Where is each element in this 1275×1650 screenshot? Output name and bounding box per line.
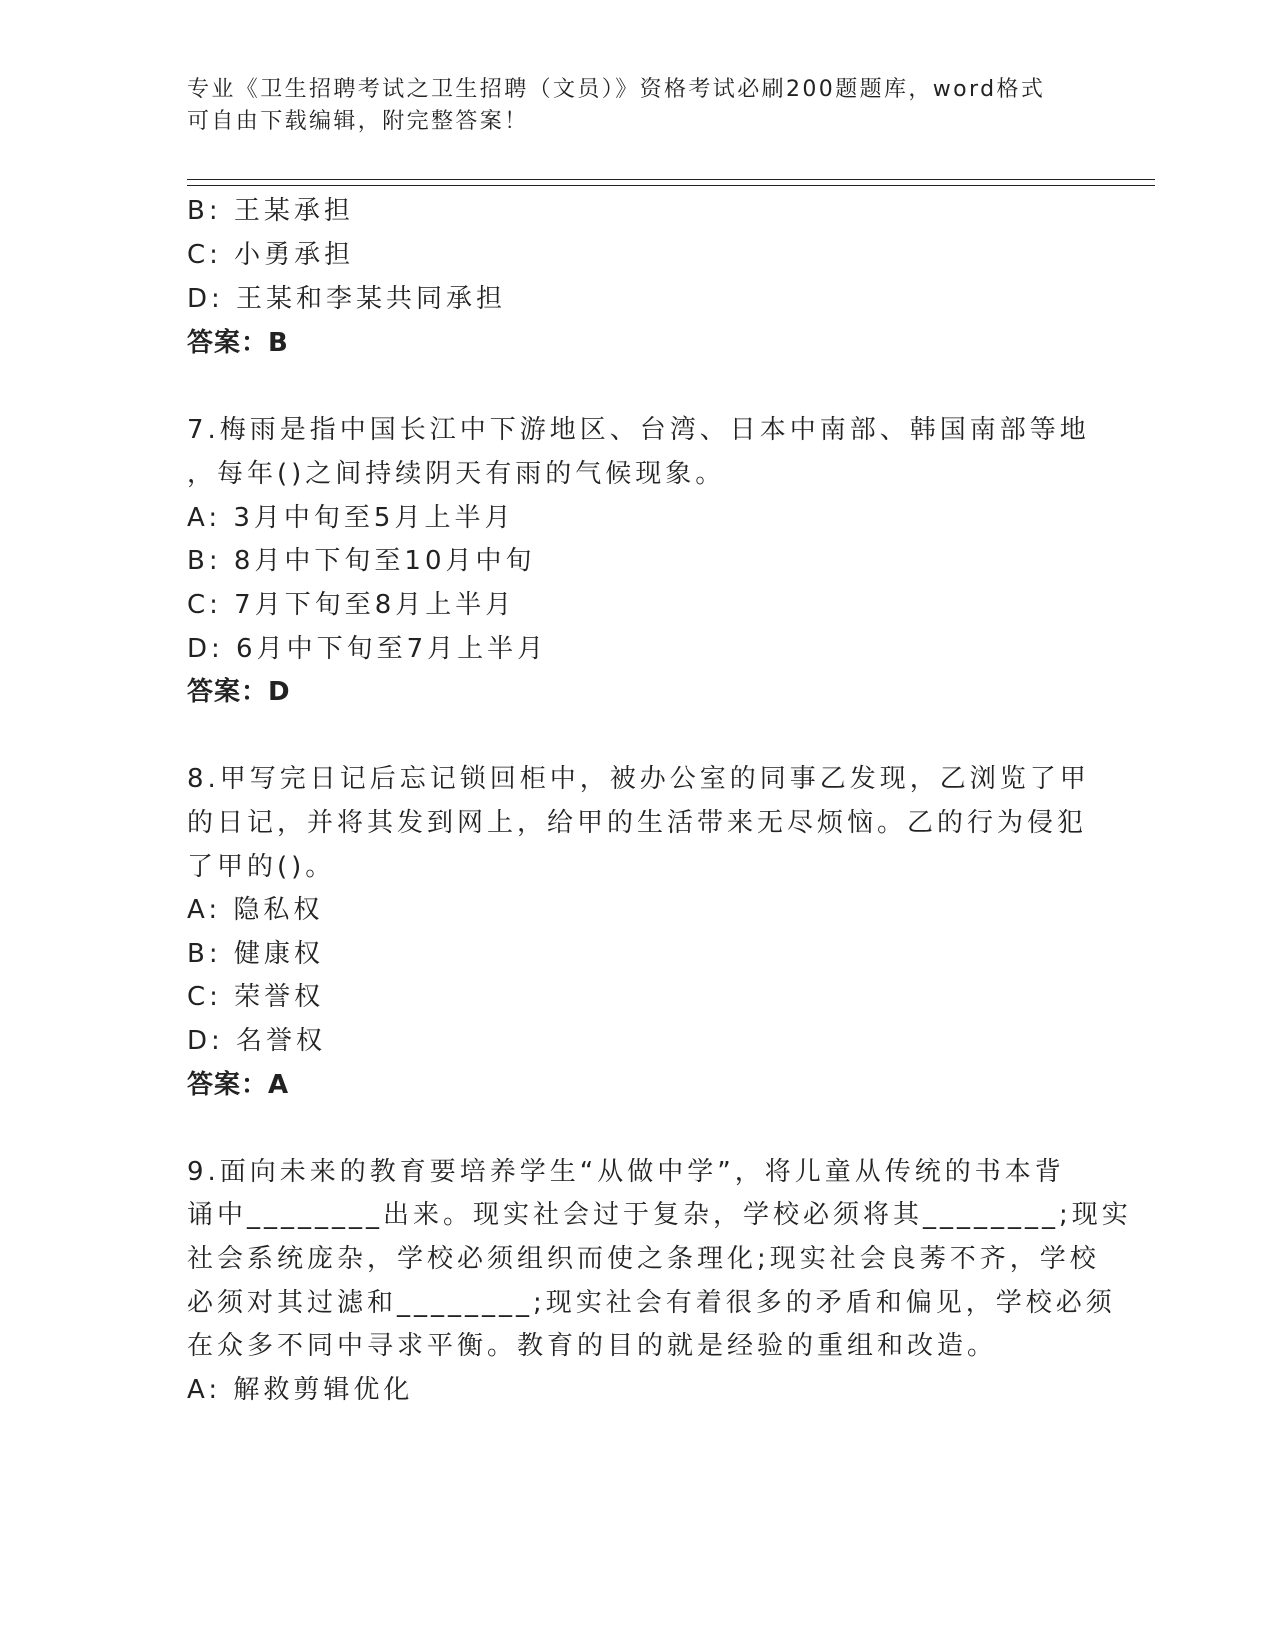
q8-option-c: C: 荣誉权 [187,982,325,1012]
q6-option-c: C: 小勇承担 [187,240,355,270]
q7-answer: 答案：D [187,677,291,707]
q6-option-b: B: 王某承担 [187,196,354,226]
q8-option-a: A: 隐私权 [187,895,324,925]
header-divider-top [187,179,1155,180]
q7-option-d: D: 6月中下旬至7月上半月 [187,634,548,664]
q7-stem-line-1: 7.梅雨是指中国长江中下游地区、台湾、日本中南部、韩国南部等地 [187,415,1090,445]
q6-option-d: D: 王某和李某共同承担 [187,284,507,314]
q9-stem-line-2: 诵中________出来。现实社会过于复杂，学校必须将其________;现实 [187,1200,1132,1230]
q9-stem-line-3: 社会系统庞杂，学校必须组织而使之条理化;现实社会良莠不齐，学校 [187,1244,1100,1274]
q9-stem-line-1: 9.面向未来的教育要培养学生“从做中学”，将儿童从传统的书本背 [187,1157,1065,1187]
q8-stem-line-2: 的日记，并将其发到网上，给甲的生活带来无尽烦恼。乙的行为侵犯 [187,808,1088,838]
q8-stem-line-1: 8.甲写完日记后忘记锁回柜中，被办公室的同事乙发现，乙浏览了甲 [187,764,1090,794]
q7-option-c: C: 7月下旬至8月上半月 [187,590,516,620]
q9-stem-line-4: 必须对其过滤和________;现实社会有着很多的矛盾和偏见，学校必须 [187,1288,1116,1318]
q6-answer: 答案：B [187,328,289,358]
q9-option-a: A: 解救剪辑优化 [187,1375,414,1405]
q8-option-d: D: 名誉权 [187,1026,327,1056]
q8-option-b: B: 健康权 [187,939,324,969]
header-title-line-1: 专业《卫生招聘考试之卫生招聘（文员）》资格考试必刷200题题库，word格式 [187,77,1046,102]
q7-option-a: A: 3月中旬至5月上半月 [187,503,515,533]
q7-stem-line-2: ，每年()之间持续阴天有雨的气候现象。 [187,459,726,489]
document-header [187,74,1067,138]
q8-answer: 答案：A [187,1070,290,1100]
header-divider-bottom [187,185,1155,186]
q8-stem-line-3: 了甲的()。 [187,852,336,882]
q9-stem-line-5: 在众多不同中寻求平衡。教育的目的就是经验的重组和改造。 [187,1331,998,1361]
q7-option-b: B: 8月中下旬至10月中旬 [187,546,536,576]
header-title-line-2: 可自由下载编辑，附完整答案！ [187,109,529,134]
